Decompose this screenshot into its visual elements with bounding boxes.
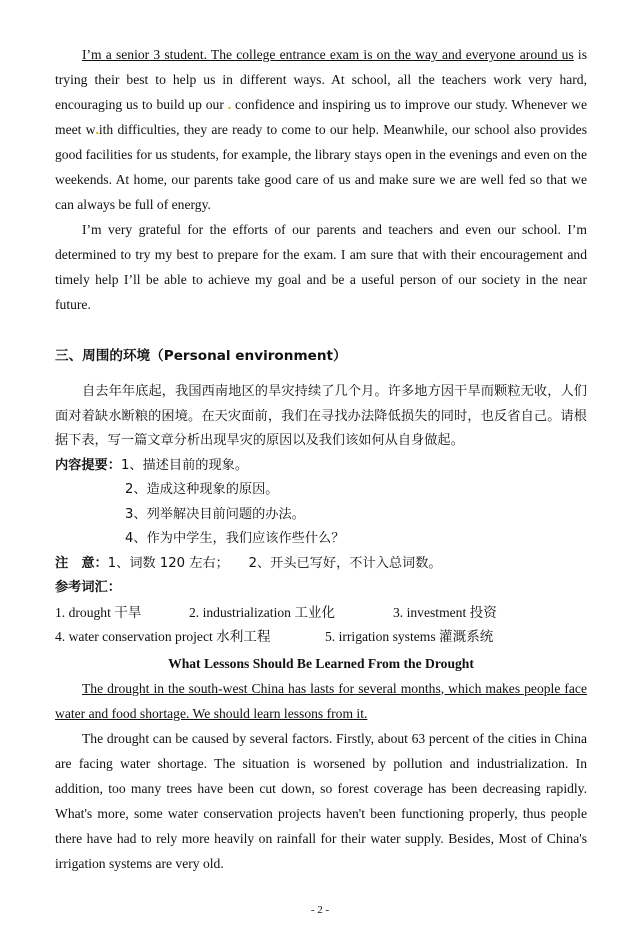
vocab-item-5: 5. irrigation systems 灌溉系统 [325, 628, 494, 644]
essay-title: What Lessons Should Be Learned From the Drought [168, 655, 474, 671]
page-number: - 2 - [310, 904, 330, 916]
content-item-3: 3、列举解决目前问题的办法。 [125, 506, 305, 522]
paragraph-text-part2: confidence and inspiring us to improve our study. Whenever we meet w [55, 97, 587, 137]
paragraph-grateful: I’m very grateful for the efforts of our parents and teachers and even our school. I’m determined to try my best to prepare for the exam. I am sure that with their encouragement and timely help I’ll be able to achieve my goal and be a useful person of our society in the near future. [55, 222, 587, 312]
note-text: 1、词数 120 左右； 2、开头已写好，不计入总词数。 [107, 555, 442, 571]
content-item-2: 2、造成这种现象的原因。 [125, 482, 279, 497]
content-item-1: 1、描述目前的现象。 [120, 457, 249, 473]
vocab-item-4: 4. water conservation project 水利工程 [55, 628, 271, 644]
essay-opening: The drought in the south-west China has lasts for several months, which makes people face water and food shortage. We should learn lessons from it. [55, 680, 587, 721]
vocab-label: 参考词汇： [55, 580, 121, 595]
yellow-dot-mark-2: . [95, 122, 99, 137]
content-points [55, 454, 587, 601]
vocab-item-1: 1. drought 干旱 [55, 604, 142, 620]
underlined-opening: I’m a senior 3 student. The college entrance exam is on the way and everyone around us [82, 47, 574, 62]
paragraph-text-part3: ith difficulties, they are ready to come to our help. Meanwhile, our school also provides good facilities for us students, for example, the library stays open in the evenings and even on the weekends. At home, our parents take good care of us and make sure we are well fed so that we can always be full of energy. [55, 122, 587, 212]
section-heading: 三、周围的环境（Personal environment） [55, 348, 347, 364]
paragraph-text-part1: is trying their best to help us in different ways. At school, all the teachers work very hard, encouraging us to build up our [55, 47, 587, 112]
document-page [55, 42, 587, 876]
vocab-item-3: 3. investment 投资 [393, 604, 497, 620]
section-intro: 自去年年底起，我国西南地区的旱灾持续了几个月。许多地方因干旱而颗粒无收，人们面对着缺水断粮的困境。在天灾面前，我们在寻找办法降低损失的同时，也反省自己。请根据下表，写一篇文章分析出现旱灾的原因以及我们该如何从自身做起。 [55, 384, 587, 448]
yellow-dot-mark: . [227, 97, 232, 112]
content-item-4: 4、作为中学生，我们应该作些什么？ [125, 531, 345, 546]
note-label: 注 意： [55, 555, 108, 571]
vocab-item-2: 2. industrialization 工业化 [189, 604, 336, 620]
vocab-list [55, 601, 587, 649]
paragraph-senior-student [55, 42, 587, 217]
content-label: 内容提要： [55, 457, 121, 473]
essay-body: The drought can be caused by several factors. Firstly, about 63 percent of the cities in China are facing water shortage. The situation is worsened by pollution and industrialization. In addition, too many trees have been cut down, so forest coverage has been decreasing rapidly. What's more, some water conservation projects haven't been functioning properly, thus people there have had to rely more heavily on rainfall for their water supply. Besides, Most of China's irrigation systems are very old. [55, 730, 587, 871]
